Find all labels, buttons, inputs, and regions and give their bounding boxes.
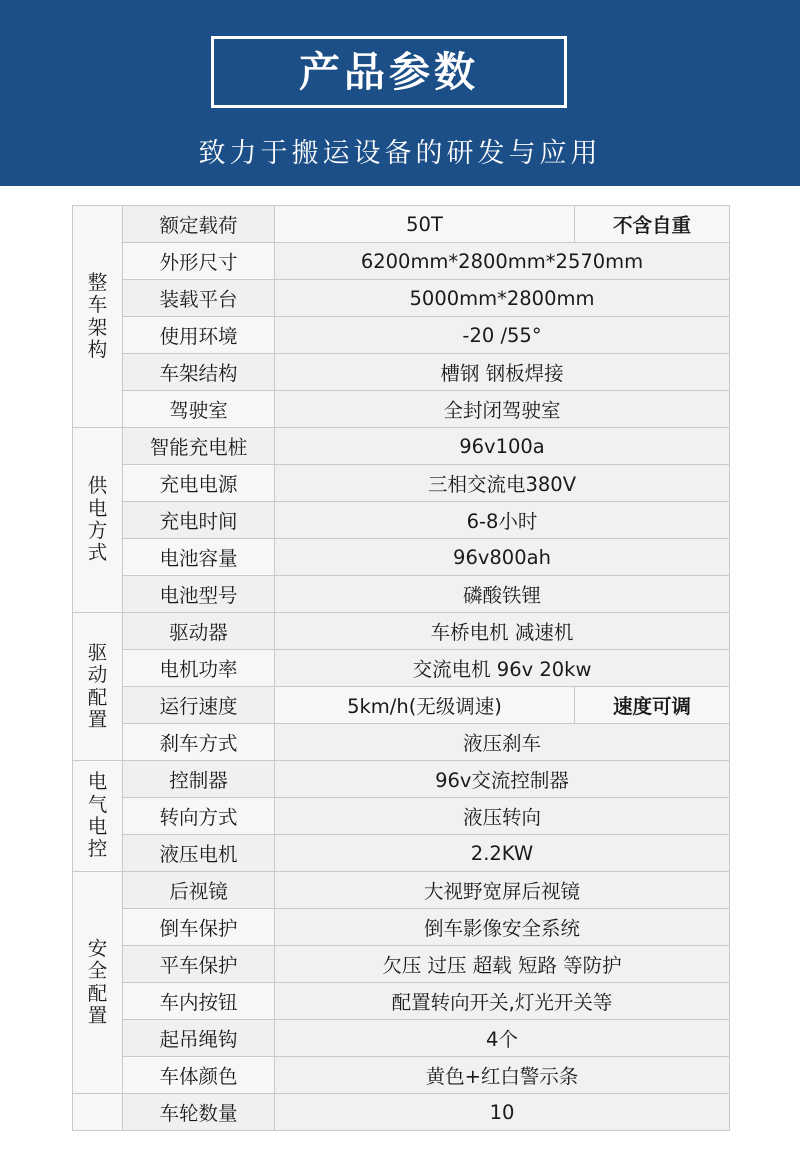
spec-label: 后视镜 <box>123 872 275 909</box>
group-label: 电 气 电 控 <box>73 761 123 872</box>
spec-value: 车桥电机 减速机 <box>275 613 730 650</box>
table-row <box>73 206 730 243</box>
spec-label: 车架结构 <box>123 354 275 391</box>
spec-value: 液压转向 <box>275 798 730 835</box>
spec-value: -20 /55° <box>275 317 730 354</box>
table-row <box>73 909 730 946</box>
spec-label: 电池型号 <box>123 576 275 613</box>
table-row <box>73 1094 730 1131</box>
spec-value: 磷酸铁锂 <box>275 576 730 613</box>
spec-value: 黄色+红白警示条 <box>275 1057 730 1094</box>
spec-label: 液压电机 <box>123 835 275 872</box>
spec-label: 控制器 <box>123 761 275 798</box>
spec-value: 5km/h(无级调速) <box>275 687 575 724</box>
group-label: 安 全 配 置 <box>73 872 123 1094</box>
table-row <box>73 502 730 539</box>
group-label: 驱 动 配 置 <box>73 613 123 761</box>
spec-value: 6-8小时 <box>275 502 730 539</box>
spec-label: 运行速度 <box>123 687 275 724</box>
spec-table-wrap <box>72 205 729 1131</box>
spec-label: 平车保护 <box>123 946 275 983</box>
table-row <box>73 539 730 576</box>
table-row <box>73 724 730 761</box>
spec-label: 充电电源 <box>123 465 275 502</box>
spec-label: 车体颜色 <box>123 1057 275 1094</box>
table-row <box>73 280 730 317</box>
spec-label: 外形尺寸 <box>123 243 275 280</box>
spec-label: 额定载荷 <box>123 206 275 243</box>
spec-table <box>72 205 730 1131</box>
spec-value: 欠压 过压 超载 短路 等防护 <box>275 946 730 983</box>
table-row <box>73 613 730 650</box>
spec-value: 液压刹车 <box>275 724 730 761</box>
spec-label: 装载平台 <box>123 280 275 317</box>
spec-value: 5000mm*2800mm <box>275 280 730 317</box>
table-row <box>73 576 730 613</box>
spec-value: 大视野宽屏后视镜 <box>275 872 730 909</box>
spec-label: 使用环境 <box>123 317 275 354</box>
spec-value: 10 <box>275 1094 730 1131</box>
table-row <box>73 1057 730 1094</box>
spec-note: 不含自重 <box>575 206 730 243</box>
spec-value: 全封闭驾驶室 <box>275 391 730 428</box>
group-label: 供 电 方 式 <box>73 428 123 613</box>
spec-value: 4个 <box>275 1020 730 1057</box>
page-title: 产品参数 <box>299 47 479 96</box>
page-subtitle: 致力于搬运设备的研发与应用 <box>198 138 602 169</box>
spec-note: 速度可调 <box>575 687 730 724</box>
spec-value: 6200mm*2800mm*2570mm <box>275 243 730 280</box>
spec-label: 转向方式 <box>123 798 275 835</box>
spec-value: 50T <box>275 206 575 243</box>
spec-value: 倒车影像安全系统 <box>275 909 730 946</box>
spec-label: 车内按钮 <box>123 983 275 1020</box>
table-row <box>73 983 730 1020</box>
spec-label: 电机功率 <box>123 650 275 687</box>
table-row <box>73 946 730 983</box>
table-row <box>73 798 730 835</box>
table-row <box>73 428 730 465</box>
spec-value: 交流电机 96v 20kw <box>275 650 730 687</box>
spec-label: 智能充电桩 <box>123 428 275 465</box>
page-header <box>0 0 800 186</box>
spec-value: 2.2KW <box>275 835 730 872</box>
title-box <box>211 36 567 108</box>
table-row <box>73 243 730 280</box>
spec-value: 96v交流控制器 <box>275 761 730 798</box>
spec-label: 驱动器 <box>123 613 275 650</box>
spec-value: 96v800ah <box>275 539 730 576</box>
table-row <box>73 465 730 502</box>
group-label <box>73 1094 123 1131</box>
table-row <box>73 650 730 687</box>
spec-label: 充电时间 <box>123 502 275 539</box>
table-row <box>73 354 730 391</box>
spec-value: 三相交流电380V <box>275 465 730 502</box>
spec-label: 车轮数量 <box>123 1094 275 1131</box>
table-row <box>73 872 730 909</box>
spec-value: 槽钢 钢板焊接 <box>275 354 730 391</box>
spec-label: 倒车保护 <box>123 909 275 946</box>
table-row <box>73 317 730 354</box>
spec-label: 驾驶室 <box>123 391 275 428</box>
spec-value: 配置转向开关,灯光开关等 <box>275 983 730 1020</box>
table-row <box>73 835 730 872</box>
table-row <box>73 687 730 724</box>
table-row <box>73 761 730 798</box>
spec-label: 刹车方式 <box>123 724 275 761</box>
table-row <box>73 391 730 428</box>
spec-label: 起吊绳钩 <box>123 1020 275 1057</box>
table-row <box>73 1020 730 1057</box>
group-label: 整 车 架 构 <box>73 206 123 428</box>
spec-value: 96v100a <box>275 428 730 465</box>
spec-label: 电池容量 <box>123 539 275 576</box>
